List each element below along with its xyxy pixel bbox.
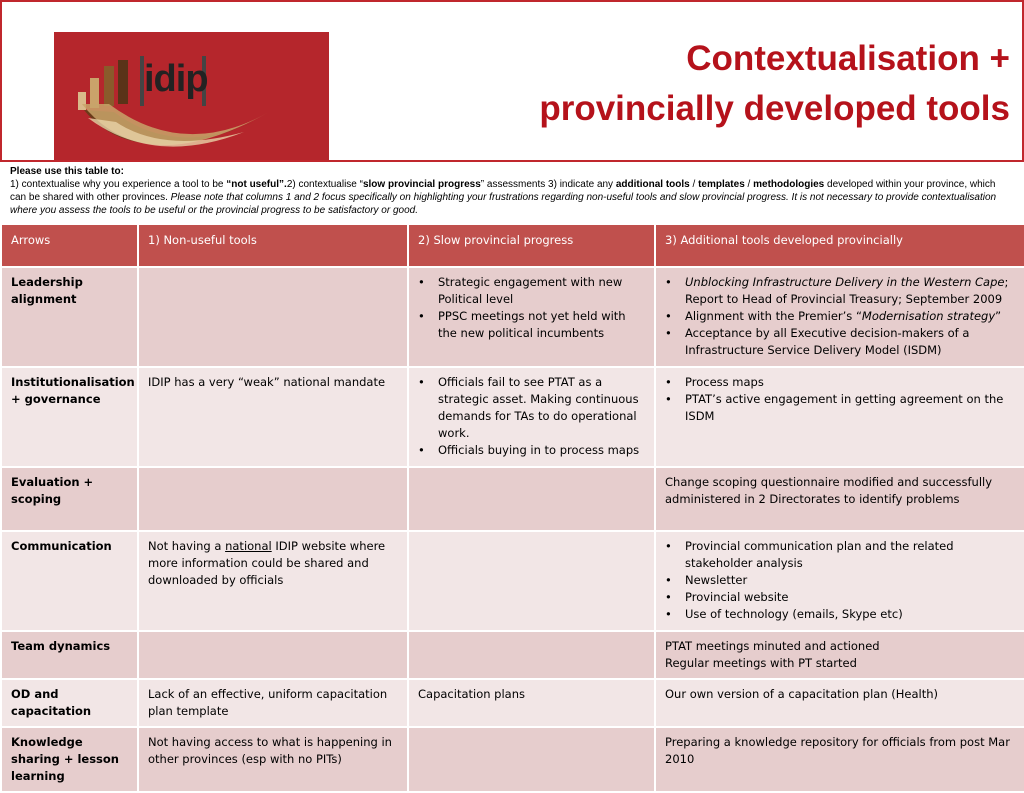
list-item: • Acceptance by all Executive decision-makers of a Infrastructure Service Delivery Model (ISDM) [685,325,1016,359]
cell-additional-tools [655,367,1024,467]
cell-non-useful [138,267,408,367]
cell-slow-progress [408,531,655,631]
instructions-emphasis: slow provincial progress [362,179,481,190]
row-label: Team dynamics [1,631,138,679]
table-row [1,631,1024,679]
row-label: Institutionalisation + governance [1,367,138,467]
instructions-text: / [689,179,699,190]
cell-additional-tools [655,531,1024,631]
instructions-emphasis: methodologies [753,179,825,190]
cell-non-useful [138,467,408,531]
list-text: ” [995,309,1002,323]
list-item: • Strategic engagement with new Political level [438,274,646,308]
list-item: • Provincial website [685,589,1016,606]
row-label: Knowledge sharing + lesson learning [1,727,138,792]
table-row [1,679,1024,727]
row-label: OD and capacitation [1,679,138,727]
list-item: • PTAT’s active engagement in getting agreement on the ISDM [685,391,1016,425]
header-additional-tools: 3) Additional tools developed provincially [655,224,1024,267]
list-item: • Officials fail to see PTAT as a strategic asset. Making continuous demands for TAs to do operational work. [438,374,646,442]
cell-non-useful: Lack of an effective, uniform capacitation plan template [138,679,408,727]
cell-additional-tools: Change scoping questionnaire modified and successfully administered in 2 Directorates to identify problems [655,467,1024,531]
slide-header [0,0,1024,162]
table-row [1,531,1024,631]
list-text: ; Report to Head of Provincial Treasury; September 2009 [685,275,1009,306]
instructions-text: ” assessments 3) indicate any [480,179,616,190]
table-row [1,367,1024,467]
instructions-emphasis: templates [698,179,745,190]
cell-slow-progress [408,631,655,679]
instructions-text: developed within your province, which can be shared with other provinces. [10,179,996,203]
list-item: • Newsletter [685,572,1016,589]
cell-text: Not having a [148,539,226,553]
cell-non-useful [138,531,408,631]
idip-logo [54,32,329,160]
header-non-useful-tools: 1) Non-useful tools [138,224,408,267]
instructions-body [10,178,1010,217]
cell-slow-progress [408,267,655,367]
instructions [10,165,1010,217]
cell-line: Regular meetings with PT started [665,656,857,670]
list-text: Alignment with the Premier’s “ [685,309,862,323]
strategy-title: Modernisation strategy [861,309,996,323]
cell-slow-progress [408,367,655,467]
cell-additional-tools: Preparing a knowledge repository for officials from post Mar 2010 [655,727,1024,792]
cell-text: IDIP website where more information could be shared and downloaded by officials [148,539,386,587]
cell-non-useful [138,631,408,679]
title-line-1: Contextualisation + [686,39,1010,78]
cell-non-useful: IDIP has a very “weak” national mandate [138,367,408,467]
table-row [1,267,1024,367]
tools-table [0,223,1024,793]
cell-additional-tools [655,267,1024,367]
list-item: • Officials buying in to process maps [438,442,646,459]
instructions-emphasis: additional tools [615,179,690,190]
instructions-heading: Please use this table to: [10,166,124,177]
header-slow-progress: 2) Slow provincial progress [408,224,655,267]
list-item: • PPSC meetings not yet held with the new political incumbents [438,308,646,342]
list-item [685,274,1016,308]
list-item [685,308,1016,325]
instructions-text: 1) contextualise why you experience a tool to be [10,179,227,190]
underlined-word: national [225,539,272,553]
list-item: • Use of technology (emails, Skype etc) [685,606,1016,623]
document-title: Unblocking Infrastructure Delivery in the Western Cape [685,275,1005,289]
cell-slow-progress: Capacitation plans [408,679,655,727]
instructions-text: 2) contextualise “ [286,179,363,190]
cell-additional-tools: Our own version of a capacitation plan (Health) [655,679,1024,727]
cell-non-useful: Not having access to what is happening in other provinces (esp with no PITs) [138,727,408,792]
list-item: • Process maps [685,374,1016,391]
cell-slow-progress [408,727,655,792]
cell-line: PTAT meetings minuted and actioned [665,639,880,653]
header-arrows: Arrows [1,224,138,267]
table-row [1,467,1024,531]
row-label: Leadership alignment [1,267,138,367]
cell-slow-progress [408,467,655,531]
row-label: Communication [1,531,138,631]
instructions-note: Please note that columns 1 and 2 focus specifically on highlighting your frustrations regarding non-useful tools and slow provincial progress. It is not necessary to provide contextualisation where you assess the tools to be useful or the provincial progress to be satisfactory or good. [10,192,997,216]
page-title [539,34,1010,134]
instructions-emphasis: “not useful”. [226,179,287,190]
logo-text: idip [144,58,208,100]
table-header-row [1,224,1024,267]
list-item: • Provincial communication plan and the related stakeholder analysis [685,538,1016,572]
title-line-2: provincially developed tools [539,89,1010,128]
cell-additional-tools [655,631,1024,679]
table-row [1,727,1024,792]
instructions-text: / [744,179,754,190]
row-label: Evaluation + scoping [1,467,138,531]
